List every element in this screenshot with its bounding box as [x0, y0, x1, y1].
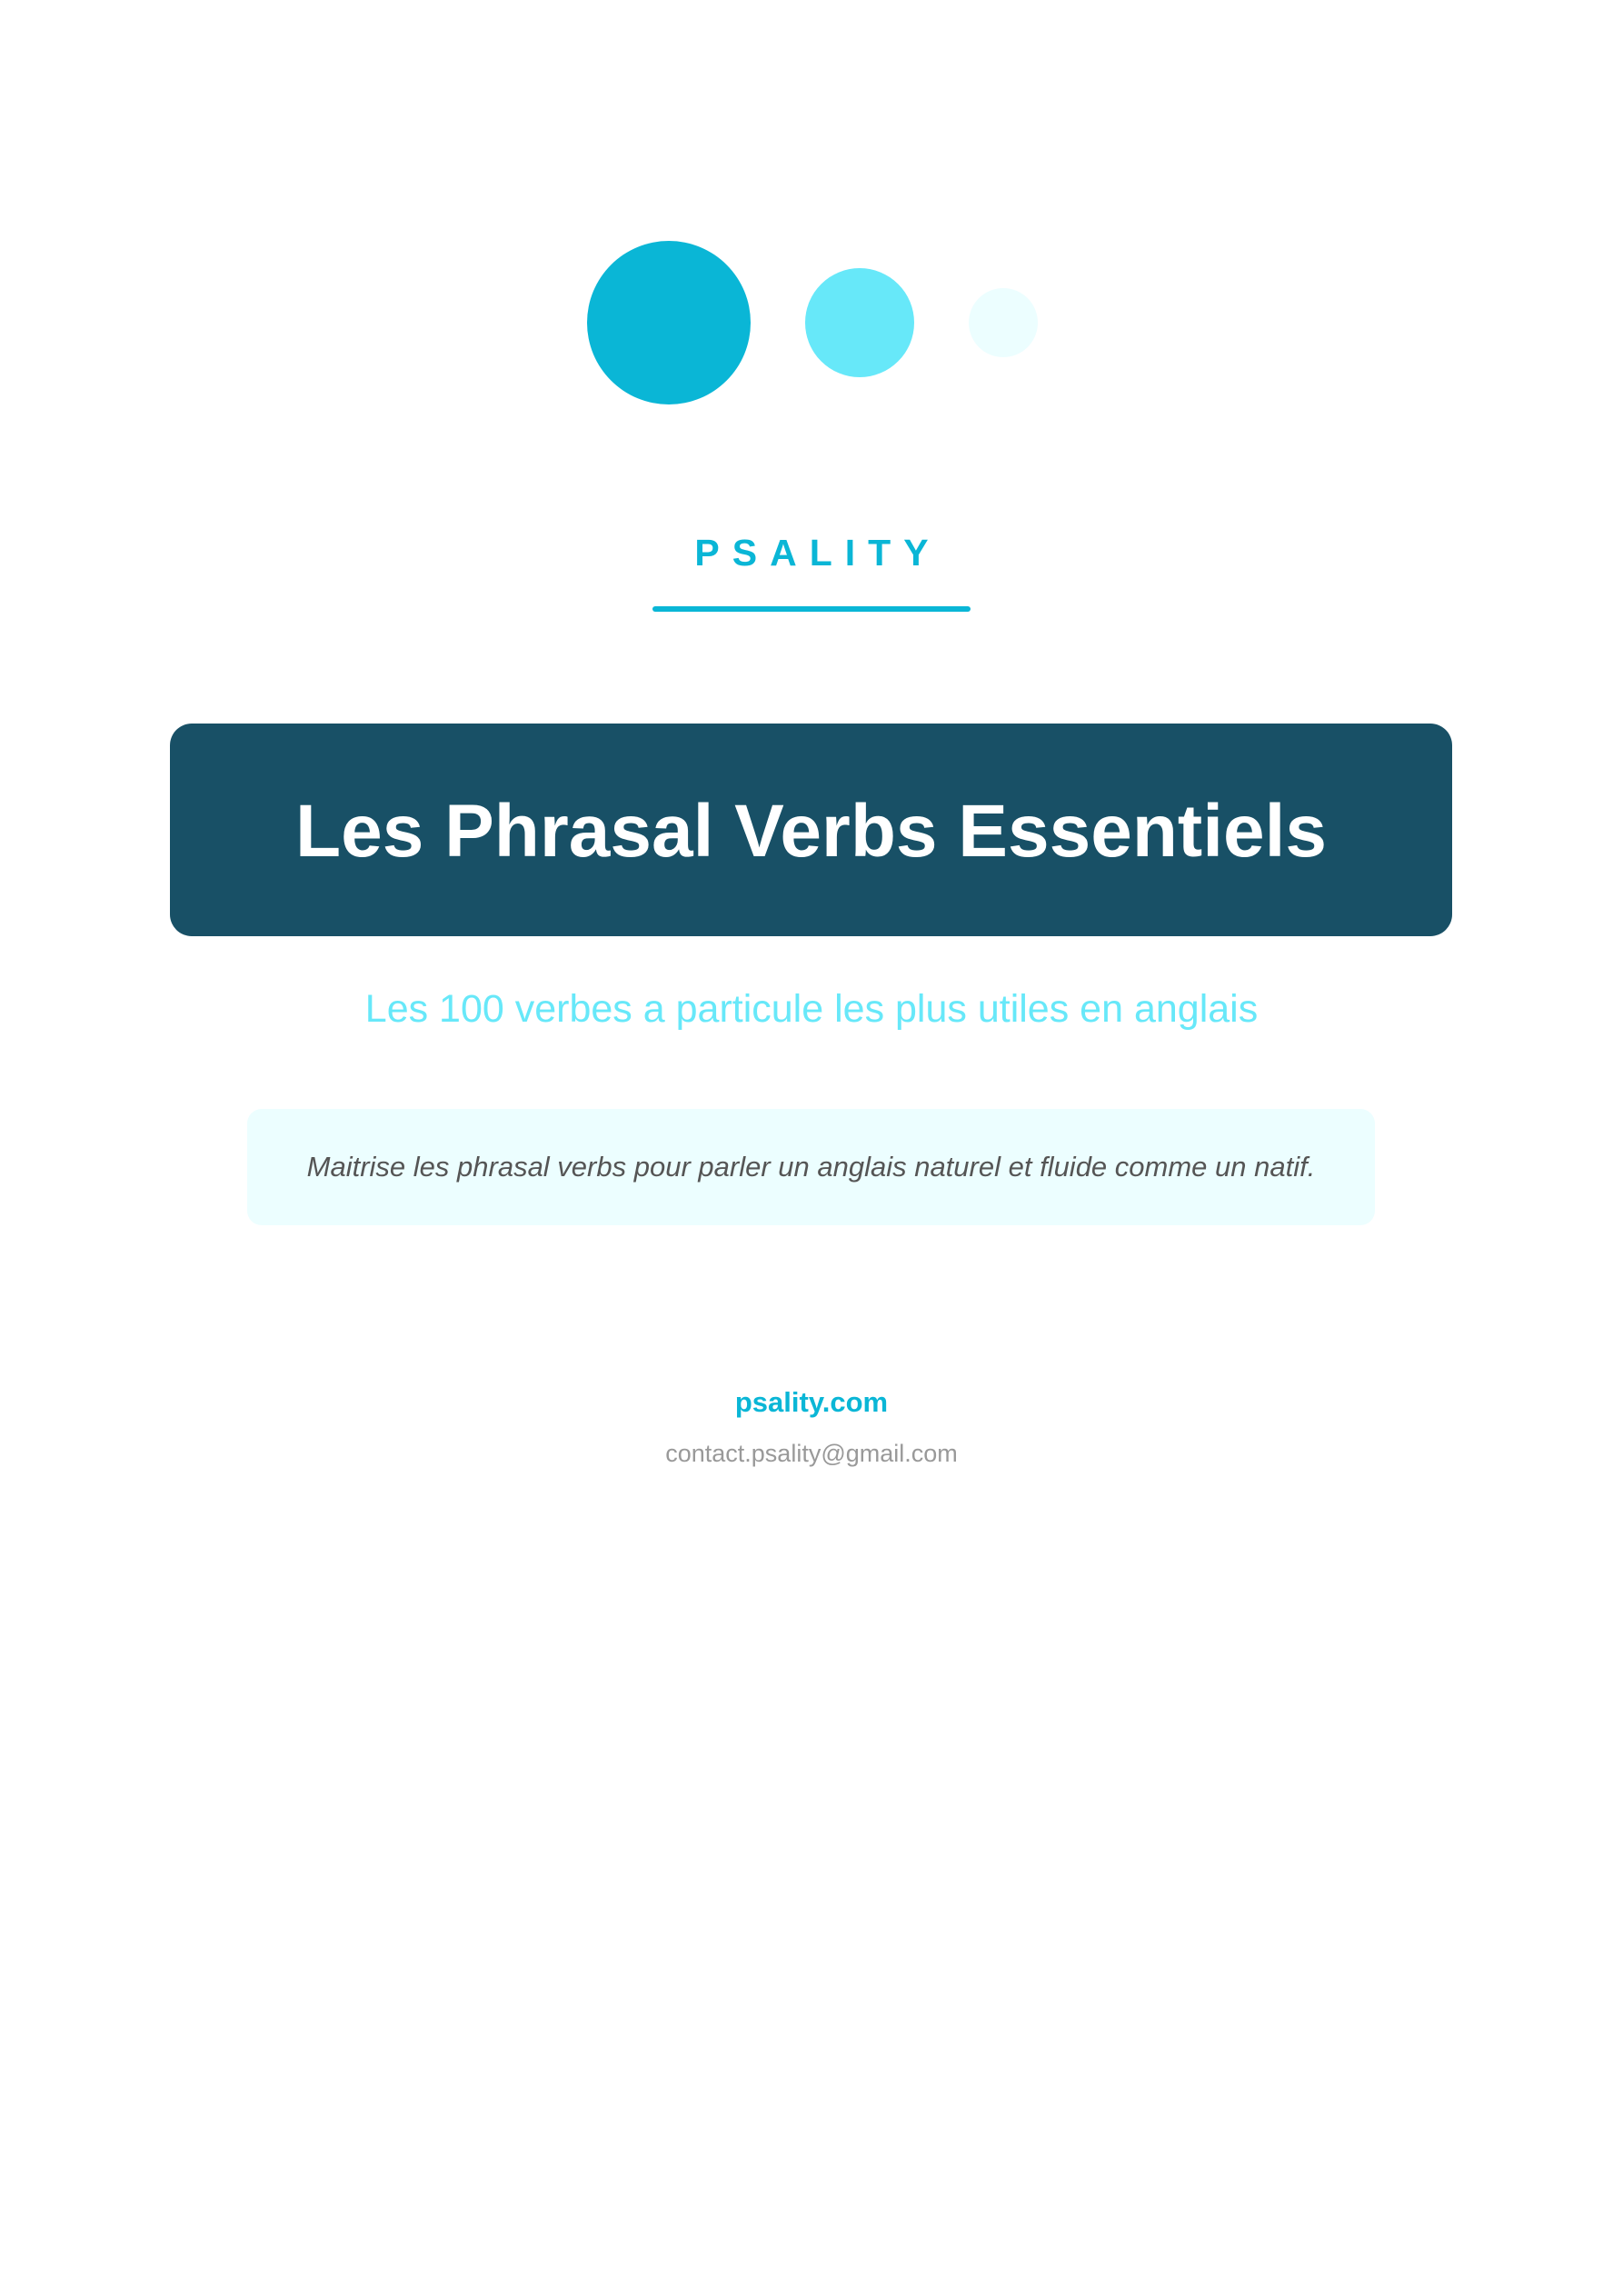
page-title: Les Phrasal Verbs Essentiels: [295, 790, 1327, 873]
title-banner: [170, 724, 1452, 936]
brand-name: PSALITY: [694, 532, 941, 574]
contact-email[interactable]: contact.psality@gmail.com: [665, 1440, 958, 1467]
website-link[interactable]: psality.com: [734, 1386, 889, 1418]
medium-circle-decoration: [805, 268, 914, 377]
tagline-box: [247, 1109, 1375, 1225]
brand-underline-divider: [652, 606, 971, 612]
subtitle: Les 100 verbes a particule les plus utiles en anglais: [364, 987, 1259, 1031]
tagline-text: Maitrise les phrasal verbs pour parler un anglais naturel et fluide comme un natif.: [306, 1151, 1316, 1183]
small-circle-decoration: [969, 288, 1038, 357]
large-circle-decoration: [587, 241, 751, 404]
